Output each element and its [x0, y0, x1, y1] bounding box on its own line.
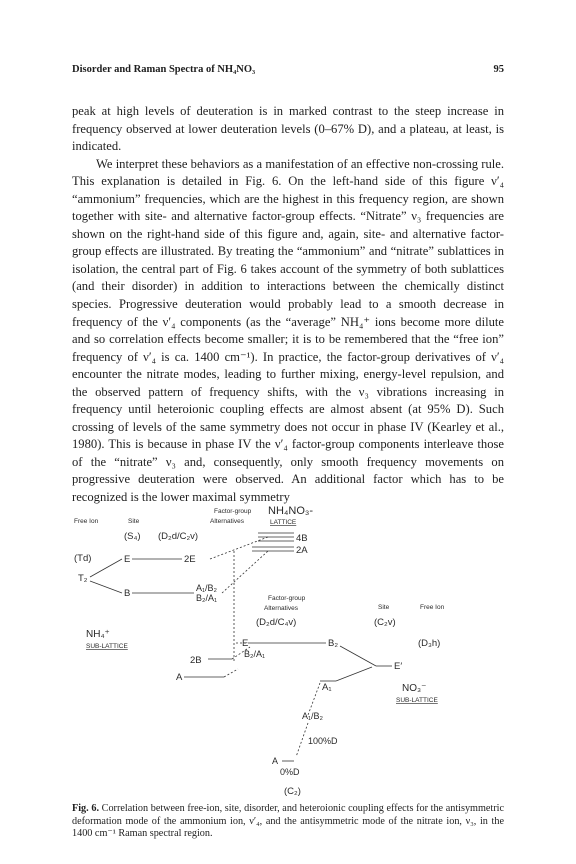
bottom-dashed-upper — [296, 723, 308, 757]
d3h-label: (D₃h) — [418, 638, 441, 649]
top-2a-label: 2A — [296, 545, 308, 556]
right-2b-label: 2B — [190, 655, 202, 666]
right-e-label: E — [242, 638, 249, 649]
no3-label: NO₃⁻ — [402, 683, 427, 694]
bottom-a1b2-label: A₁/B₂ — [302, 711, 324, 721]
right-b2-label: B₂ — [328, 638, 339, 649]
right-group-site: (C₂v) — [374, 617, 396, 628]
left-e-label: E — [124, 554, 131, 565]
e-prime-label: E′ — [394, 661, 403, 672]
top-4b-label: 4B — [296, 533, 308, 544]
figure-caption — [72, 803, 504, 841]
right-site-label: Site — [378, 604, 390, 611]
left-free-ion-label: Free Ion — [74, 518, 99, 525]
nh4-sublattice-label: SUB-LATTICE — [86, 643, 128, 650]
left-site-label: Site — [128, 518, 140, 525]
body-text — [72, 103, 504, 507]
paragraph-1: peak at high levels of deuteration is in marked contrast to the steep increase in frequency observed at lower deuteration levels (0–67% D), and a plateau, at least, is indicated. — [72, 104, 504, 154]
running-title: Disorder and Raman Spectra of NH₄NO₃ — [72, 64, 256, 75]
bottom-100d-label: 100%D — [308, 736, 338, 746]
td-label: (Td) — [74, 553, 92, 564]
left-group-factor: (D₂d/C₂v) — [158, 531, 199, 542]
paragraph-2: We interpret these behaviors as a manifestation of an effective non-crossing rule. This explanation is detailed in Fig. 6. On the left-hand side of this figure ν′₄ “ammonium” frequencies, which are the highest in this frequency region, are shown together with site- and alternative factor-group effects. “Nitrate” ν₃ frequencies are shown on the right-hand side of this figure and, again, site- and alternative factor-group effects are illustrated. By treating the “ammonium” and “nitrate” sublattices in isolation, the central part of Fig. 6 takes account of the symmetry of both sublattices (and their disorder) in addition to interactions between the chemically distinct species. Progressive deuteration would probably lead to a smooth decrease in frequency of the ν′₄ components (as the “average” NH₄⁺ ions become more dilute and so correlation effects become smaller; it is to be remembered that the “free ion” frequency of ν′₄ is ca. 1400 cm⁻¹). In practice, the factor-group derivatives of ν′₄ encounter the nitrate modes, leading to further mixing, energy-level repulsion, and the observed pattern of frequency shifts, with the ν₃ vibrations increasing in frequency until heteroionic coupling effects are almost absent (at 95% D). Such crossing of levels of the same symmetry does not occur in phase IV (Kearley et al., 1980). This is because in phase IV the ν′₄ factor-group components interleave those of the “nitrate” ν₃ and, consequently, only smooth frequency movements on progressive deuteration were observed. An additional factor which has to be recognized is the lower maximal symmetry — [72, 156, 504, 505]
t2-e-connector — [90, 559, 122, 577]
right-a-label: A — [176, 672, 183, 683]
a-dashed — [224, 669, 238, 677]
a1-eprime-connector — [336, 667, 372, 681]
top-factor-group-label: Factor-group — [214, 508, 252, 515]
right-group-factor: (D₂d/C₄v) — [256, 617, 297, 628]
a1b2-2a-dashed — [222, 551, 268, 593]
right-a1-label: A₁ — [322, 682, 332, 693]
right-factor-group-label: Factor-group — [268, 595, 306, 602]
lattice-label: LATTICE — [270, 519, 297, 526]
top-alternatives-label: Alternatives — [210, 518, 244, 525]
right-alternatives-label: Alternatives — [264, 605, 298, 612]
right-b2a1-label: B₂/A₁ — [244, 649, 266, 659]
bottom-0d-label: 0%D — [280, 767, 300, 777]
2e-4b-dashed — [210, 537, 268, 559]
bottom-a-label: A — [272, 756, 279, 766]
correlation-diagram — [72, 501, 504, 797]
caption-text: Correlation between free-ion, site, disorder, and heteroionic coupling effects for the antisymmetric deformation mode of the ammonium ion, ν′₄, and the antisymmetric mode of the nitrate ion, ν₃, in the 1400 cm⁻¹ Raman spectral region. — [72, 803, 505, 840]
t2-label: T₂ — [78, 573, 88, 584]
figure-6 — [72, 501, 504, 797]
right-free-ion-label: Free Ion — [420, 604, 445, 611]
running-header — [72, 64, 504, 80]
a1b2-label: A₁/B₂ — [196, 583, 218, 593]
b2-eprime-connector — [340, 646, 376, 666]
no3-sublattice-label: SUB-LATTICE — [396, 697, 438, 704]
left-group-s4: (S₄) — [124, 531, 141, 542]
left-b-label: B — [124, 588, 131, 599]
c2-label: (C₂) — [284, 786, 301, 797]
page-number: 95 — [493, 64, 504, 75]
lattice-title: NH₄NO₃- — [268, 505, 314, 517]
t2-b-connector — [90, 581, 122, 593]
b2a1-label: B₂/A₁ — [196, 593, 218, 603]
caption-label: Fig. 6. — [72, 803, 99, 814]
nh4-label: NH₄⁺ — [86, 629, 110, 640]
left-2e-label: 2E — [184, 554, 196, 565]
